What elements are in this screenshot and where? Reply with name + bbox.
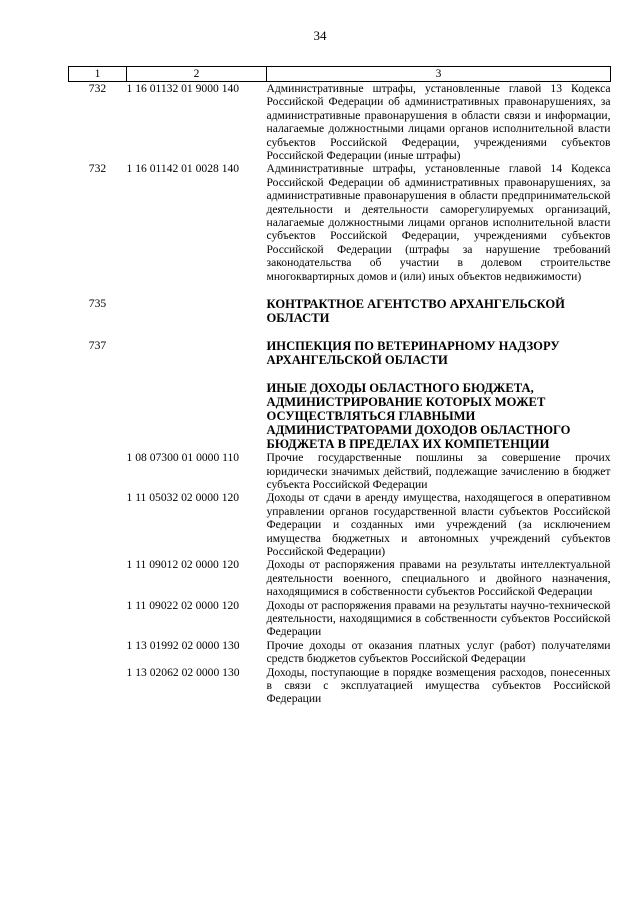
section-title-cell bbox=[267, 297, 611, 325]
description-text: Доходы от распоряжения правами на результаты научно-технической деятельности, находящимися в собственности субъектов Российской Федерации bbox=[266, 598, 611, 639]
section-title: ИНЫЕ ДОХОДЫ ОБЛАСТНОГО БЮДЖЕТА, АДМИНИСТРИРОВАНИЕ КОТОРЫХ МОЖЕТ ОСУЩЕСТВЛЯТЬСЯ ГЛАВНЫМИ АДМИНИСТРАТОРАМИ ДОХОДОВ ОБЛАСТНОГО БЮДЖЕТА В ПРЕДЕЛАХ ИХ КОМПЕТЕНЦИИ bbox=[266, 381, 571, 452]
revenue-code-cell: 1 11 05032 02 0000 120 bbox=[126, 491, 240, 505]
header-col-3: 3 bbox=[267, 67, 611, 82]
revenue-code-cell: 1 13 02062 02 0000 130 bbox=[126, 665, 240, 679]
spacer-row bbox=[69, 367, 611, 381]
revenue-code-cell bbox=[127, 381, 267, 451]
spacer-row bbox=[69, 283, 611, 297]
table-row bbox=[69, 599, 611, 639]
description-text: Доходы, поступающие в порядке возмещения расходов, понесенных в связи с эксплуатацией имущества субъектов Российской Федерации bbox=[266, 665, 611, 706]
section-heading-row bbox=[69, 339, 611, 367]
table-row bbox=[69, 491, 611, 558]
header-col-2: 2 bbox=[127, 67, 267, 82]
revenue-code-cell: 1 16 01132 01 9000 140 bbox=[126, 82, 240, 95]
description-cell bbox=[267, 491, 611, 558]
revenue-code-cell: 1 16 01142 01 0028 140 bbox=[126, 162, 240, 176]
admin-code-cell: 737 bbox=[88, 339, 107, 353]
description-cell bbox=[267, 162, 611, 283]
section-heading-row bbox=[69, 297, 611, 325]
table-row bbox=[69, 639, 611, 666]
section-title-cell bbox=[267, 381, 611, 451]
admin-code-cell bbox=[69, 666, 127, 706]
admin-code-cell bbox=[69, 599, 127, 639]
description-cell bbox=[267, 666, 611, 706]
revenue-codes-table bbox=[68, 66, 611, 706]
description-text: Административные штрафы, установленные главой 13 Кодекса Российской Федерации об административных правонарушениях, за административные правонарушения в области связи и информации, налагаемые должностными лицами органов исполнительной власти субъектов Российской Федерации, учреждениями субъектов Российской Федерации (иные штрафы) bbox=[266, 82, 611, 163]
table-row bbox=[69, 162, 611, 283]
revenue-code-cell: 1 13 01992 02 0000 130 bbox=[126, 638, 240, 652]
table-row bbox=[69, 666, 611, 706]
description-cell bbox=[267, 82, 611, 163]
admin-code-cell: 735 bbox=[88, 297, 107, 311]
description-cell bbox=[267, 639, 611, 666]
description-cell bbox=[267, 558, 611, 598]
page-number: 34 bbox=[313, 28, 327, 43]
revenue-code-cell bbox=[127, 339, 267, 367]
table-row bbox=[69, 82, 611, 163]
revenue-code-cell: 1 08 07300 01 0000 110 bbox=[126, 451, 240, 465]
header-col-1: 1 bbox=[69, 67, 127, 82]
admin-code-cell bbox=[69, 639, 127, 666]
description-cell bbox=[267, 451, 611, 491]
table-header bbox=[69, 67, 611, 82]
table-row bbox=[69, 451, 611, 491]
admin-code-cell: 732 bbox=[88, 162, 107, 176]
revenue-code-cell: 1 11 09012 02 0000 120 bbox=[126, 558, 240, 572]
section-title-cell bbox=[267, 339, 611, 367]
admin-code-cell bbox=[69, 558, 127, 598]
spacer-row bbox=[69, 325, 611, 339]
revenue-code-cell: 1 11 09022 02 0000 120 bbox=[126, 598, 240, 612]
admin-code-cell: 732 bbox=[88, 82, 107, 95]
section-title: ИНСПЕКЦИЯ ПО ВЕТЕРИНАРНОМУ НАДЗОРУ АРХАНГЕЛЬСКОЙ ОБЛАСТИ bbox=[266, 339, 560, 368]
admin-code-cell bbox=[69, 491, 127, 558]
table-row bbox=[69, 558, 611, 598]
admin-code-cell bbox=[69, 381, 127, 451]
section-heading-row bbox=[69, 381, 611, 451]
spacer-cell bbox=[69, 325, 611, 339]
description-text: Прочие государственные пошлины за совершение прочих юридически значимых действий, подлежащие зачислению в бюджет субъекта Российской Федерации bbox=[266, 451, 611, 491]
description-text: Административные штрафы, установленные главой 14 Кодекса Российской Федерации об административных правонарушениях, за административные правонарушения в области предпринимательской деятельности и деятельности саморегулируемых организаций, налагаемые должностными лицами органов исполнительной власти субъектов Российской Федерации, учреждениями субъектов Российской Федерации (штрафы за нарушение требований законодательства об участии в долевом строительстве многоквартирных домов и (или) иных объектов недвижимости) bbox=[266, 162, 611, 283]
section-title: КОНТРАКТНОЕ АГЕНТСТВО АРХАНГЕЛЬСКОЙ ОБЛАСТИ bbox=[266, 297, 565, 326]
description-text: Прочие доходы от оказания платных услуг (работ) получателями средств бюджетов субъектов Российской Федерации bbox=[266, 638, 611, 666]
description-cell bbox=[267, 599, 611, 639]
table-body bbox=[69, 82, 611, 706]
description-text: Доходы от сдачи в аренду имущества, находящегося в оперативном управлении органов государственной власти субъектов Российской Федерации и созданных ими учреждений (за исключением имущества бюджетных и автономных учреждений субъектов Российской Федерации) bbox=[266, 491, 611, 558]
admin-code-cell bbox=[69, 451, 127, 491]
spacer-cell bbox=[69, 367, 611, 381]
revenue-code-cell bbox=[127, 297, 267, 325]
description-text: Доходы от распоряжения правами на результаты интеллектуальной деятельности военного, специального и двойного назначения, находящимися в собственности субъектов Российской Федерации bbox=[266, 558, 611, 599]
spacer-cell bbox=[69, 283, 611, 297]
